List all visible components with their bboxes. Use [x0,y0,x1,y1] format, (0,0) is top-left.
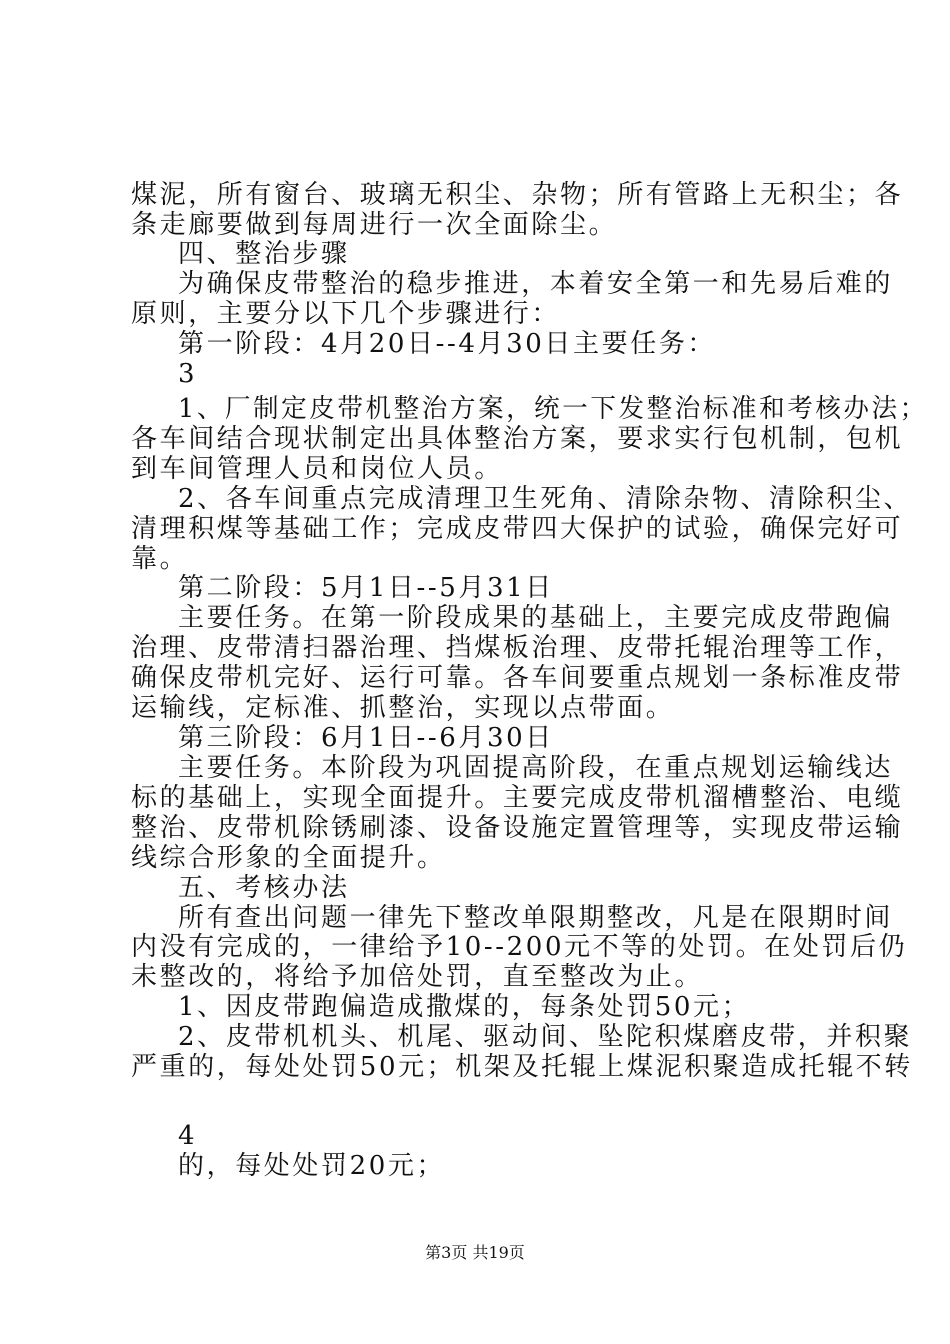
text-line: 主要任务。在第一阶段成果的基础上，主要完成皮带跑偏 [178,603,894,633]
text-line: 2、皮带机机头、机尾、驱动间、坠陀积煤磨皮带，并积聚 [178,1022,913,1052]
text-line: 确保皮带机完好、运行可靠。各车间要重点规划一条标准皮带 [131,663,904,693]
text-line: 的，每处处罚20元； [178,1151,446,1181]
text-line: 各车间结合现状制定出具体整治方案，要求实行包机制，包机 [131,424,904,454]
text-line: 内没有完成的，一律给予10--200元不等的处罚。在处罚后仍 [131,932,908,962]
text-line: 治理、皮带清扫器治理、挡煤板治理、皮带托辊治理等工作， [131,633,904,663]
text-line: 原则，主要分以下几个步骤进行： [131,299,561,329]
text-line: 煤泥，所有窗台、玻璃无积尘、杂物；所有管路上无积尘；各 [131,180,904,210]
text-line: 严重的，每处处罚50元；机架及托辊上煤泥积聚造成托辊不转 [131,1052,913,1082]
text-line: 未整改的，将给予加倍处罚，直至整改为止。 [131,962,704,992]
text-line: 主要任务。本阶段为巩固提高阶段，在重点规划运输线达 [178,753,894,783]
text-line: 1、因皮带跑偏造成撒煤的，每条处罚50元； [178,992,751,1022]
text-line: 1、厂制定皮带机整治方案，统一下发整治标准和考核办法； [178,394,928,424]
stage-heading: 第一阶段：4月20日--4月30日主要任务： [178,329,717,359]
text-line: 所有查出问题一律先下整改单限期整改，凡是在限期时间 [178,903,894,933]
text-line: 整治、皮带机除锈刷漆、设备设施定置管理等，实现皮带运输 [131,813,904,843]
text-line: 靠。 [131,544,189,574]
text-line: 条走廊要做到每周进行一次全面除尘。 [131,210,618,240]
section-heading: 五、考核办法 [178,873,350,903]
text-line: 到车间管理人员和岗位人员。 [131,454,503,484]
text-line: 为确保皮带整治的稳步推进，本着安全第一和先易后难的 [178,269,894,299]
section-heading: 四、整治步骤 [178,239,350,269]
text-line: 标的基础上，实现全面提升。主要完成皮带机溜槽整治、电缆 [131,783,904,813]
stage-heading: 第二阶段：5月1日--5月31日 [178,573,554,603]
text-line: 2、各车间重点完成清理卫生死角、清除杂物、清除积尘、 [178,484,913,514]
text-line: 线综合形象的全面提升。 [131,843,446,873]
page-number-marker: 4 [178,1121,198,1151]
text-line: 运输线，定标准、抓整治，实现以点带面。 [131,693,675,723]
stage-heading: 第三阶段：6月1日--6月30日 [178,723,554,753]
page-footer: 第3页 共19页 [425,1243,525,1262]
page-number-marker: 3 [178,359,198,389]
text-line: 清理积煤等基础工作；完成皮带四大保护的试验，确保完好可 [131,514,904,544]
